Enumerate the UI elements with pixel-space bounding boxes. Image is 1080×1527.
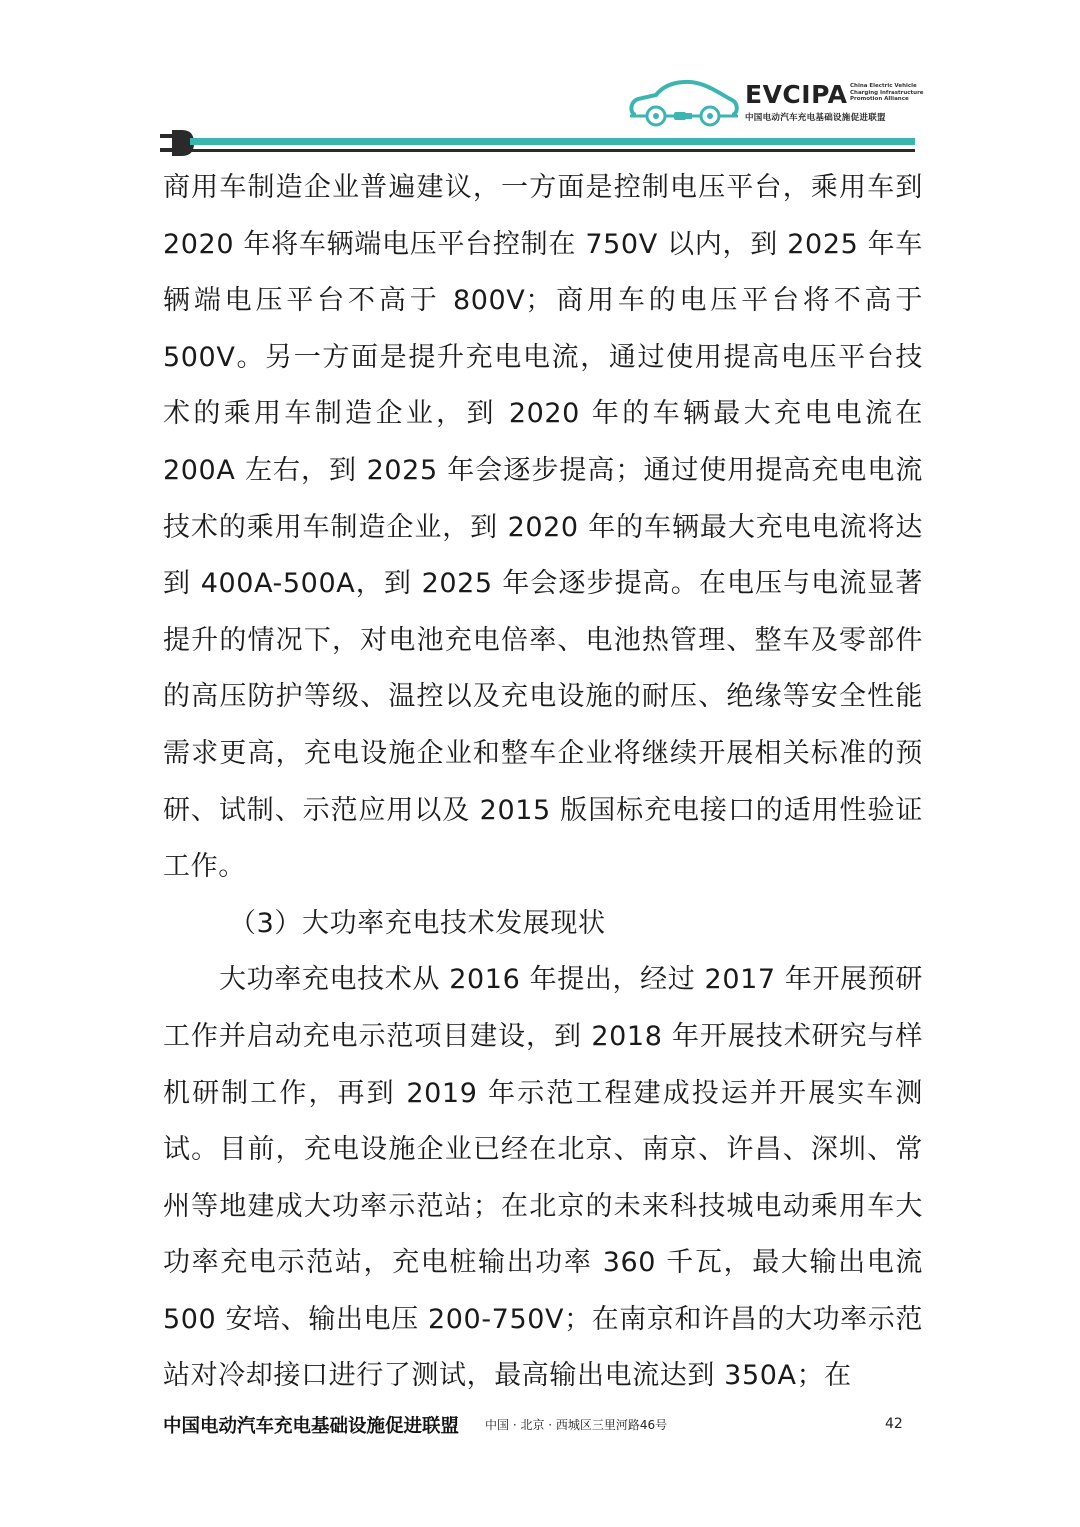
document-body (163, 160, 923, 1405)
footer-organization: 中国电动汽车充电基础设施促进联盟 (163, 1416, 460, 1437)
section-heading: （3）大功率充电技术发展现状 (229, 907, 606, 939)
paragraph: 商用车制造企业普遍建议，一方面是控制电压平台，乘用车到 2020 年将车辆端电压平台控制在 750V 以内，到 2025 年车辆端电压平台不高于 800V；商用车的电压平台将不高于 500V。另一方面是提升充电电流，通过使用提高电压平台技术的乘用车制造企业，到 2020 年的车辆最大充电电流在 200A 左右，到 2025 年会逐步提高；通过使用提高充电电流技术的乘用车制造企业，到 2020 年的车辆最大充电电流将达到 400A-500A，到 2025 年会逐步提高。在电压与电流显著提升的情况下，对电池充电倍率、电池热管理、整车及零部件的高压防护等级、温控以及充电设施的耐压、绝缘等安全性能需求更高，充电设施企业和整车企业将继续开展相关标准的预研、试制、示范应用以及 2015 版国标充电接口的适用性验证工作。 (163, 172, 923, 883)
header-divider (160, 136, 915, 158)
brand-subtitle-line: Charging Infrastructure (850, 89, 924, 96)
car-logo-icon (628, 72, 740, 128)
page-header (0, 0, 1080, 165)
page-footer (163, 1412, 903, 1442)
brand-subtitle (850, 83, 924, 103)
brand-chinese-name: 中国电动汽车充电基础设施促进联盟 (745, 113, 886, 123)
paragraph: 大功率充电技术从 2016 年提出，经过 2017 年开展预研工作并启动充电示范项目建设，到 2018 年开展技术研究与样机研制工作，再到 2019 年示范工程建成投运并开展实车测试。目前，充电设施企业已经在北京、南京、许昌、深圳、常州等地建成大功率示范站；在北京的未来科技城电动乘用车大功率充电示范站，充电桩输出功率 360 千瓦，最大输出电流 500 安培、输出电压 200-750V；在南京和许昌的大功率示范站对冷却接口进行了测试，最高输出电流达到 350A；在 (163, 964, 923, 1392)
brand-block (745, 80, 924, 123)
brand-subtitle-line: Promotion Alliance (850, 96, 909, 102)
footer-address: 中国 · 北京 · 西城区三里河路46号 (485, 1418, 668, 1432)
page-number: 42 (885, 1416, 903, 1432)
brand-name: EVCIPA (745, 80, 848, 109)
brand-subtitle-line: China Electric Vehicle (850, 83, 917, 89)
